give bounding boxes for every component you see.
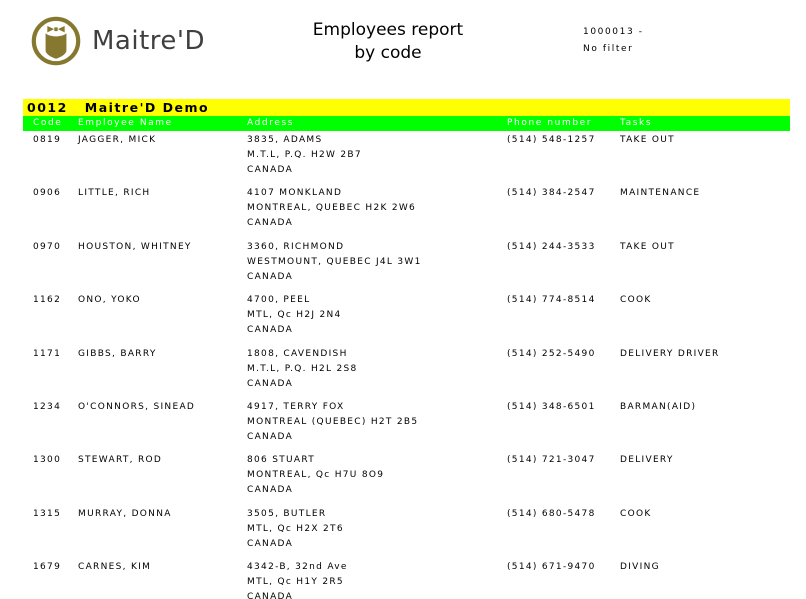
employee-name: CARNES, KIM — [78, 562, 152, 573]
address-line: MONTREAL, Qc H7U 8O9 — [247, 470, 385, 481]
address-line: 4700, PEEL — [247, 295, 311, 306]
address-line: M.T.L, P.Q. H2W 2B7 — [247, 150, 362, 160]
brand-header — [31, 16, 205, 66]
address-line: CANADA — [247, 378, 294, 389]
column-header-tasks: Tasks — [620, 118, 653, 128]
employee-code: 1679 — [33, 562, 62, 573]
address-line: MTL, Qc H2J 2N4 — [247, 310, 342, 321]
address-line: MONTREAL (QUEBEC) H2T 2B5 — [247, 416, 419, 427]
employee-address — [247, 293, 507, 338]
report-number: 1000013 - — [583, 27, 644, 37]
group-band — [23, 99, 790, 116]
address-line: 1808, CAVENDISH — [247, 348, 348, 359]
address-line: 3505, BUTLER — [247, 508, 327, 519]
report-meta — [583, 24, 644, 58]
employee-address — [247, 347, 507, 392]
employee-tasks: DELIVERY DRIVER — [620, 348, 720, 359]
table-row — [23, 560, 790, 599]
address-line: CANADA — [247, 431, 294, 442]
employee-phone: (514) 252-5490 — [507, 348, 596, 359]
group-name: Maitre'D Demo — [84, 100, 210, 115]
address-line: 4342-B, 32nd Ave — [247, 562, 348, 573]
employee-tasks: TAKE OUT — [620, 241, 675, 252]
column-header-code: Code — [33, 118, 63, 128]
employee-tasks: BARMAN(AID) — [620, 401, 697, 412]
address-line: CANADA — [247, 271, 294, 282]
employee-code: 1234 — [33, 401, 62, 412]
table-header — [23, 116, 790, 131]
employee-code: 0819 — [33, 135, 62, 145]
table-row — [23, 186, 790, 231]
address-line: MTL, Qc H2X 2T6 — [247, 523, 344, 534]
employee-code: 1300 — [33, 455, 62, 466]
employee-code: 1315 — [33, 508, 62, 519]
address-line: M.T.L, P.Q. H2L 2S8 — [247, 363, 358, 374]
address-line: CANADA — [247, 592, 294, 599]
report-title-line2: by code — [354, 43, 422, 63]
employee-name: MURRAY, DONNA — [78, 508, 172, 519]
employee-phone: (514) 774-8514 — [507, 295, 596, 306]
employee-tasks: COOK — [620, 295, 652, 306]
table-row — [23, 240, 790, 285]
table-body — [23, 133, 790, 599]
address-line: 4107 MONKLAND — [247, 188, 343, 199]
table-row — [23, 133, 790, 178]
employee-name: HOUSTON, WHITNEY — [78, 241, 192, 252]
employee-address — [247, 240, 507, 285]
employee-phone: (514) 671-9470 — [507, 562, 596, 573]
column-header-address: Address — [247, 118, 295, 128]
brand-name: Maitre'D — [92, 26, 206, 56]
employee-code: 0970 — [33, 241, 62, 252]
table-row — [23, 347, 790, 392]
employee-name: LITTLE, RICH — [78, 188, 151, 199]
table-row — [23, 293, 790, 338]
employee-tasks: MAINTENANCE — [620, 188, 701, 199]
employee-address — [247, 186, 507, 231]
employee-code: 0906 — [33, 188, 62, 199]
column-header-phone: Phone number — [507, 118, 593, 128]
table-row — [23, 400, 790, 445]
employee-address — [247, 400, 507, 445]
employee-phone: (514) 348-6501 — [507, 401, 596, 412]
employee-address — [247, 507, 507, 552]
address-line: 806 STUART — [247, 455, 316, 466]
report-title — [268, 19, 508, 65]
employee-tasks: TAKE OUT — [620, 135, 675, 145]
address-line: CANADA — [247, 165, 294, 175]
address-line: CANADA — [247, 538, 294, 549]
address-line: CANADA — [247, 218, 294, 229]
employee-name: STEWART, ROD — [78, 455, 163, 466]
address-line: CANADA — [247, 325, 294, 336]
employee-phone: (514) 244-3533 — [507, 241, 596, 252]
employee-phone: (514) 384-2547 — [507, 188, 596, 199]
address-line: MTL, Qc H1Y 2R5 — [247, 577, 344, 588]
employee-phone: (514) 680-5478 — [507, 508, 596, 519]
address-line: CANADA — [247, 485, 294, 496]
address-line: 3360, RICHMOND — [247, 241, 345, 252]
table-row — [23, 453, 790, 498]
employee-address — [247, 133, 507, 178]
report-filter: No filter — [583, 44, 634, 54]
address-line: WESTMOUNT, QUEBEC J4L 3W1 — [247, 256, 422, 267]
employee-phone: (514) 721-3047 — [507, 455, 596, 466]
employee-phone: (514) 548-1257 — [507, 135, 596, 145]
address-line: 4917, TERRY FOX — [247, 401, 345, 412]
employee-name: ONO, YOKO — [78, 295, 141, 306]
address-line: MONTREAL, QUEBEC H2K 2W6 — [247, 203, 417, 214]
employee-tasks: DELIVERY — [620, 455, 674, 466]
employee-code: 1162 — [33, 295, 62, 306]
employee-address — [247, 560, 507, 599]
employee-name: JAGGER, MICK — [78, 135, 157, 145]
address-line: 3835, ADAMS — [247, 135, 323, 145]
column-header-name: Employee Name — [78, 118, 173, 128]
employee-address — [247, 453, 507, 498]
employee-tasks: DIVING — [620, 562, 660, 573]
employee-code: 1171 — [33, 348, 62, 359]
employee-tasks: COOK — [620, 508, 652, 519]
group-code: 0012 — [27, 100, 68, 115]
employee-name: GIBBS, BARRY — [78, 348, 157, 359]
table-row — [23, 507, 790, 552]
employee-name: O'CONNORS, SINEAD — [78, 401, 196, 412]
maitred-logo-icon — [31, 16, 81, 66]
report-title-line1: Employees report — [312, 20, 464, 40]
